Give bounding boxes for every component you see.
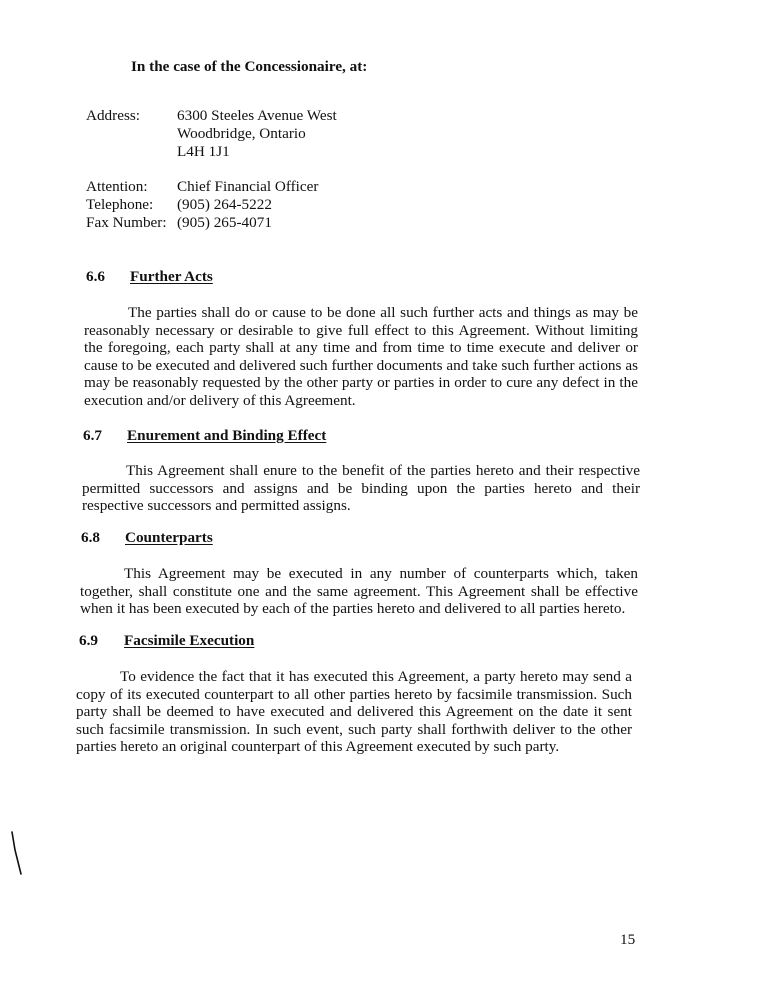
page-number: 15 xyxy=(620,931,636,948)
section-body-6-7: This Agreement shall enure to the benefit of the parties hereto and their respective permitted successors and assigns and be binding upon the parties hereto and their respective successors and permitted assigns. xyxy=(82,462,640,515)
address-line-2: Woodbridge, Ontario xyxy=(177,125,306,142)
contact-row-fax xyxy=(86,214,318,232)
telephone-value: (905) 264-5222 xyxy=(177,196,272,213)
telephone-label: Telephone: xyxy=(86,196,154,213)
contact-row-attention xyxy=(86,178,318,196)
section-body-6-9: To evidence the fact that it has executed this Agreement, a party hereto may send a copy of its executed counterpart to all other parties hereto by facsimile transmission. Such party shall be deemed to have executed and delivered this Agreement on the date it sent such facsimile transmission. In such event, such party shall forthwith deliver to the other parties hereto an original counterpart of this Agreement executed by such party. xyxy=(76,668,632,756)
section-title: Counterparts xyxy=(125,529,213,546)
margin-pen-mark xyxy=(8,830,24,876)
fax-value: (905) 265-4071 xyxy=(177,214,272,231)
section-number: 6.7 xyxy=(83,427,102,444)
address-line-3: L4H 1J1 xyxy=(177,143,230,160)
section-number: 6.8 xyxy=(81,529,100,546)
section-body-6-6: The parties shall do or cause to be done all such further acts and things as may be reasonably necessary or desirable to give full effect to this Agreement. Without limiting the foregoing, each party shall at any time and from time to time execute and deliver or cause to be executed and delivered such further documents and take such further actions as may be reasonably requested by the other party or parties in order to cure any defect in the execution and/or delivery of this Agreement. xyxy=(84,304,638,409)
address-row-2 xyxy=(86,125,337,143)
section-number: 6.6 xyxy=(86,268,105,285)
section-title: Enurement and Binding Effect xyxy=(127,427,327,444)
attention-value: Chief Financial Officer xyxy=(177,178,319,195)
contact-row-telephone xyxy=(86,196,318,214)
address-row-3 xyxy=(86,143,337,161)
address-line-1: 6300 Steeles Avenue West xyxy=(177,107,337,124)
address-row-1 xyxy=(86,107,337,125)
address-block xyxy=(86,107,337,161)
attention-label: Attention: xyxy=(86,178,148,195)
section-number: 6.9 xyxy=(79,632,98,649)
fax-label: Fax Number: xyxy=(86,214,167,231)
section-title: Facsimile Execution xyxy=(124,632,255,649)
notice-intro: In the case of the Concessionaire, at: xyxy=(131,58,368,75)
contact-block xyxy=(86,178,318,232)
section-title: Further Acts xyxy=(130,268,213,285)
address-label: Address: xyxy=(86,107,140,124)
section-body-6-8: This Agreement may be executed in any number of counterparts which, taken together, shall constitute one and the same agreement. This Agreement shall be effective when it has been executed by each of the parties hereto and delivered to all parties hereto. xyxy=(80,565,638,618)
